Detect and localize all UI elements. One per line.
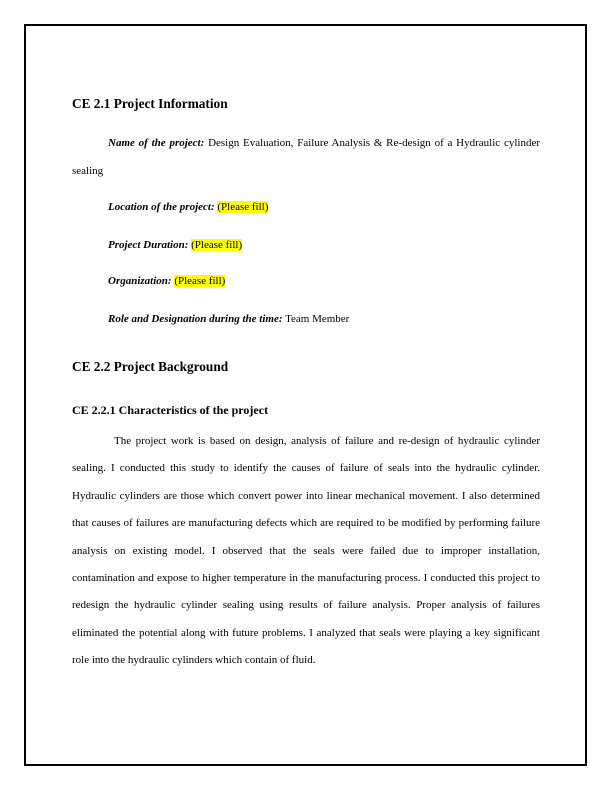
role-line (72, 306, 540, 334)
section-heading-project-background: CE 2.2 Project Background (72, 359, 229, 374)
project-location-label: Location of the project: (108, 201, 215, 213)
document-body (72, 94, 540, 675)
project-duration-line (72, 232, 540, 260)
project-duration-label: Project Duration: (108, 238, 189, 251)
project-name-line (72, 130, 540, 185)
role-value: Team Member (285, 312, 350, 325)
project-name-label: Name of the project: (108, 137, 205, 149)
section-heading-project-information: CE 2.1 Project Information (72, 96, 228, 111)
project-name-value: Design Evaluation, Failure Analysis & Re-design of a Hydraulic cylinder sealing (72, 137, 540, 177)
organization-value: (Please fill) (174, 275, 226, 287)
project-location-value: (Please fill) (217, 201, 269, 213)
project-location-line (72, 194, 540, 222)
organization-label: Organization: (108, 275, 172, 287)
role-label: Role and Designation during the time: (108, 312, 283, 325)
project-duration-value: (Please fill) (191, 238, 243, 251)
characteristics-paragraph: The project work is based on design, analysis of failure and re-design of hydraulic cylinder sealing. I conducted this study to identify the causes of failure of seals into the hydraulic cylinder. Hydraulic cylinders are those which convert power into linear mechanical movement. I also determined that causes of failures are manufacturing defects which are required to be modified by performing failure analysis on existing model. I observed that the seals were failed due to improper installation, contamination and expose to higher temperature in the manufacturing process. I conducted this project to redesign the hydraulic cylinder sealing using results of failure analysis. Proper analysis of failures eliminated the potential along with future problems. I analyzed that seals were playing a key significant role into the hydraulic cylinders which contain of fluid. (72, 435, 540, 667)
subsection-heading-characteristics: CE 2.2.1 Characteristics of the project (72, 403, 269, 417)
organization-line (72, 268, 540, 296)
